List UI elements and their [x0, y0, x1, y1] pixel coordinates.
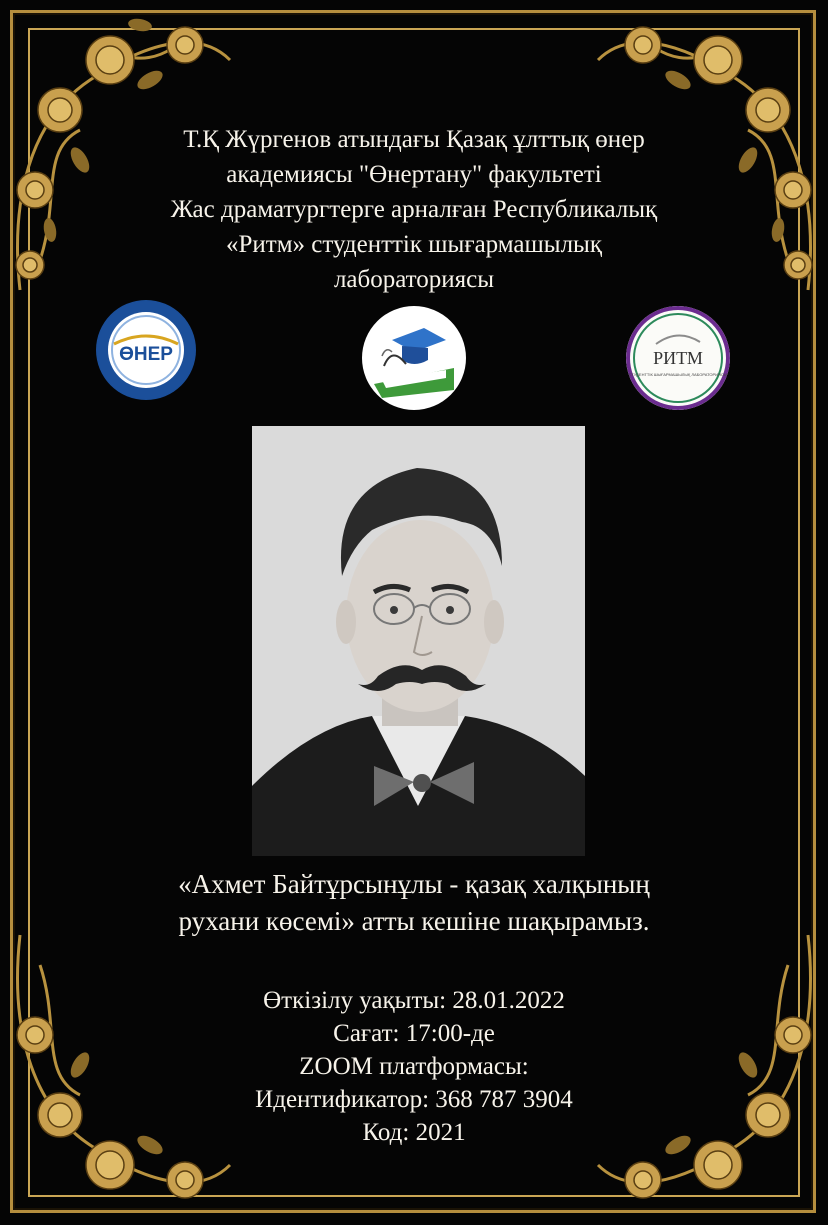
portrait-photo [252, 426, 585, 856]
organizer-header [100, 122, 728, 297]
event-platform: ZOOM платформасы: [299, 1053, 529, 1080]
header-line: «Ритм» студенттік шығармашылық [225, 231, 602, 258]
oner-academy-logo [96, 300, 196, 400]
event-title-line: «Ахмет Байтұрсынұлы - қазақ халқының [178, 869, 650, 899]
portrait-icon [252, 426, 585, 856]
header-line: академиясы "Өнертану" факультеті [226, 161, 602, 188]
ritm-logo-text: РИТМ [653, 348, 703, 368]
event-time: Сағат: 17:00-де [333, 1020, 495, 1047]
header-line: Жас драматургтерге арналған Республикалық [170, 196, 658, 223]
ritm-lab-emblem-icon [626, 306, 730, 410]
event-title-line: рухани көсемі» атты кешіне шақырамыз. [178, 906, 650, 936]
event-title [80, 866, 748, 940]
oner-academy-emblem-icon [96, 300, 196, 400]
event-details [100, 984, 728, 1149]
event-date: Өткізілу уақыты: 28.01.2022 [263, 987, 565, 1014]
ritm-logo-subtext: СТУДЕНТТІК ШЫҒАРМАШЫЛЫҚ ЛАБОРАТОРИЯСЫ [628, 372, 728, 377]
ritm-lab-logo [626, 306, 730, 410]
student-lab-logo [362, 306, 466, 410]
oner-logo-text: ӨНЕР [119, 344, 173, 365]
header-line: лабораториясы [333, 266, 495, 293]
zoom-identifier: Идентификатор: 368 787 3904 [255, 1086, 573, 1113]
zoom-passcode: Код: 2021 [362, 1119, 466, 1146]
header-line: Т.Қ Жүргенов атындағы Қазақ ұлттық өнер [183, 126, 645, 153]
graduation-cap-emblem-icon [362, 306, 466, 410]
